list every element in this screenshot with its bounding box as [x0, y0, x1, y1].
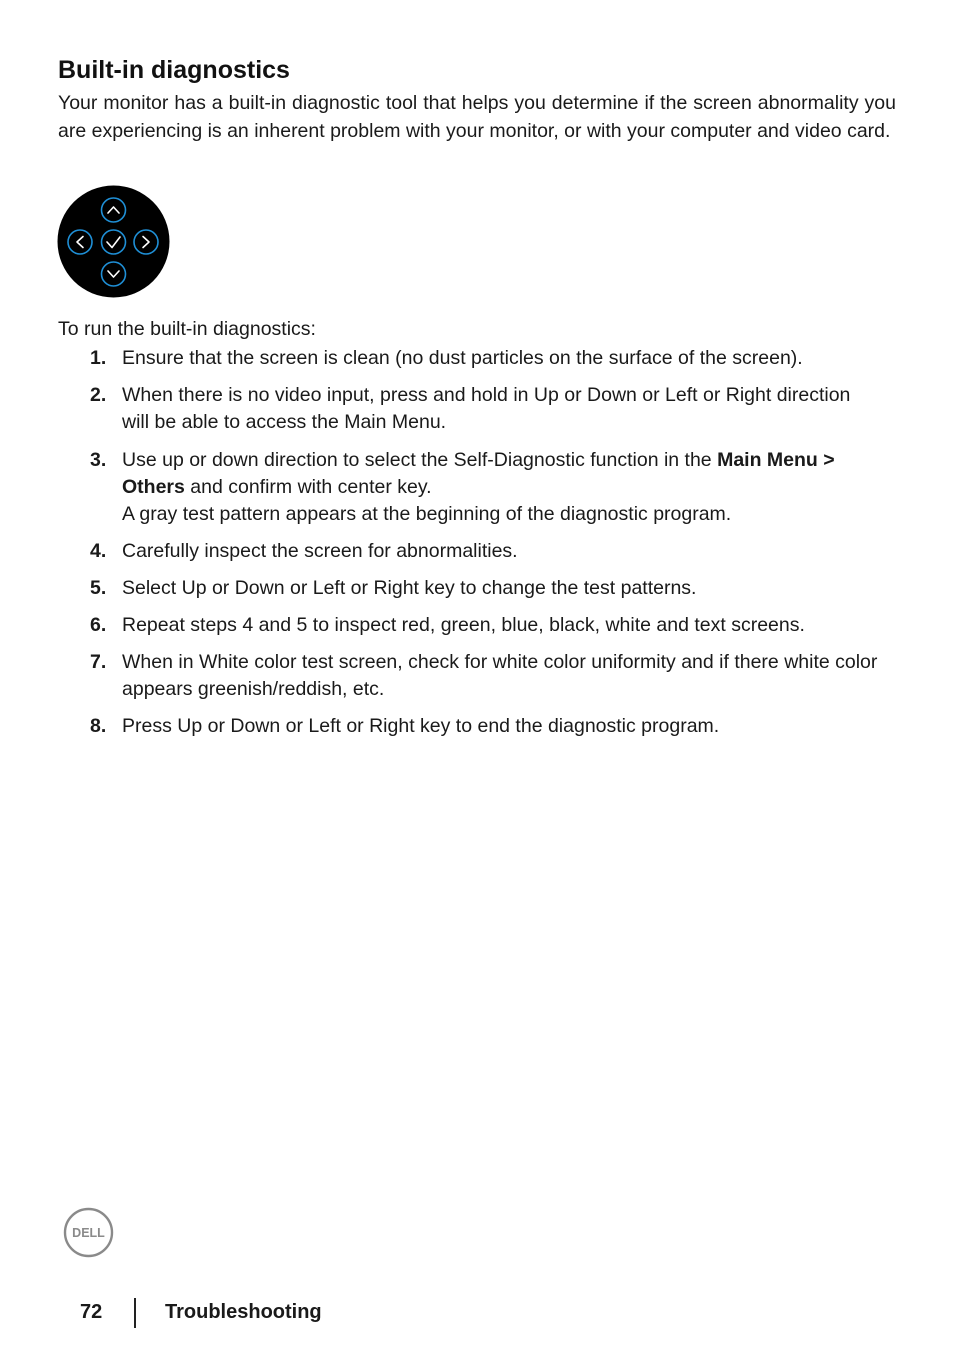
step-6: [90, 612, 880, 639]
instructions-lead: To run the built-in diagnostics:: [58, 318, 316, 340]
step-number: 7.: [90, 651, 107, 673]
step-7: [90, 649, 880, 703]
page-number: 72: [80, 1301, 103, 1323]
page-footer: [0, 1298, 954, 1330]
menu-path: Main Menu > Others: [122, 449, 835, 498]
step-text: [122, 447, 880, 528]
step-text: Ensure that the screen is clean (no dust particles on the surface of the screen).: [122, 347, 803, 369]
step-text-part: Use up or down direction to select the Self-Diagnostic function in the: [122, 449, 718, 471]
step-note: A gray test pattern appears at the beginning of the diagnostic program.: [122, 503, 732, 525]
step-text: When there is no video input, press and hold in Up or Down or Left or Right direction will be able to access the Main Menu.: [122, 384, 851, 433]
section-title: Troubleshooting: [165, 1301, 322, 1323]
intro-paragraph: Your monitor has a built-in diagnostic tool that helps you determine if the screen abnormality you are experiencing is an inherent problem with your monitor, or with your computer and video card.: [58, 92, 896, 142]
step-number: 5.: [90, 577, 107, 599]
step-number: 4.: [90, 540, 107, 562]
step-text-part: and confirm with center key.: [184, 476, 432, 498]
step-text: Press Up or Down or Left or Right key to end the diagnostic program.: [122, 715, 720, 737]
step-number: 3.: [90, 449, 107, 471]
step-3: [90, 447, 880, 528]
footer-divider: [134, 1298, 136, 1328]
step-8: [90, 713, 880, 740]
step-2: [90, 382, 880, 436]
step-4: [90, 538, 880, 565]
step-number: 8.: [90, 715, 107, 737]
step-text: Repeat steps 4 and 5 to inspect red, green, blue, black, white and text screens.: [122, 614, 805, 636]
page-title: Built-in diagnostics: [58, 56, 290, 84]
step-number: 6.: [90, 614, 107, 636]
joystick-diagram: [57, 185, 170, 298]
dell-logo-text: DELL: [72, 1226, 105, 1240]
step-1: [90, 345, 880, 372]
step-number: 1.: [90, 347, 107, 369]
step-text: Select Up or Down or Left or Right key to change the test patterns.: [122, 577, 697, 599]
step-text: When in White color test screen, check for white color uniformity and if there white color appears greenish/reddish, etc.: [122, 651, 878, 700]
dell-logo-icon: [63, 1207, 114, 1258]
step-text: Carefully inspect the screen for abnormalities.: [122, 540, 518, 562]
step-number: 2.: [90, 384, 107, 406]
step-5: [90, 575, 880, 602]
